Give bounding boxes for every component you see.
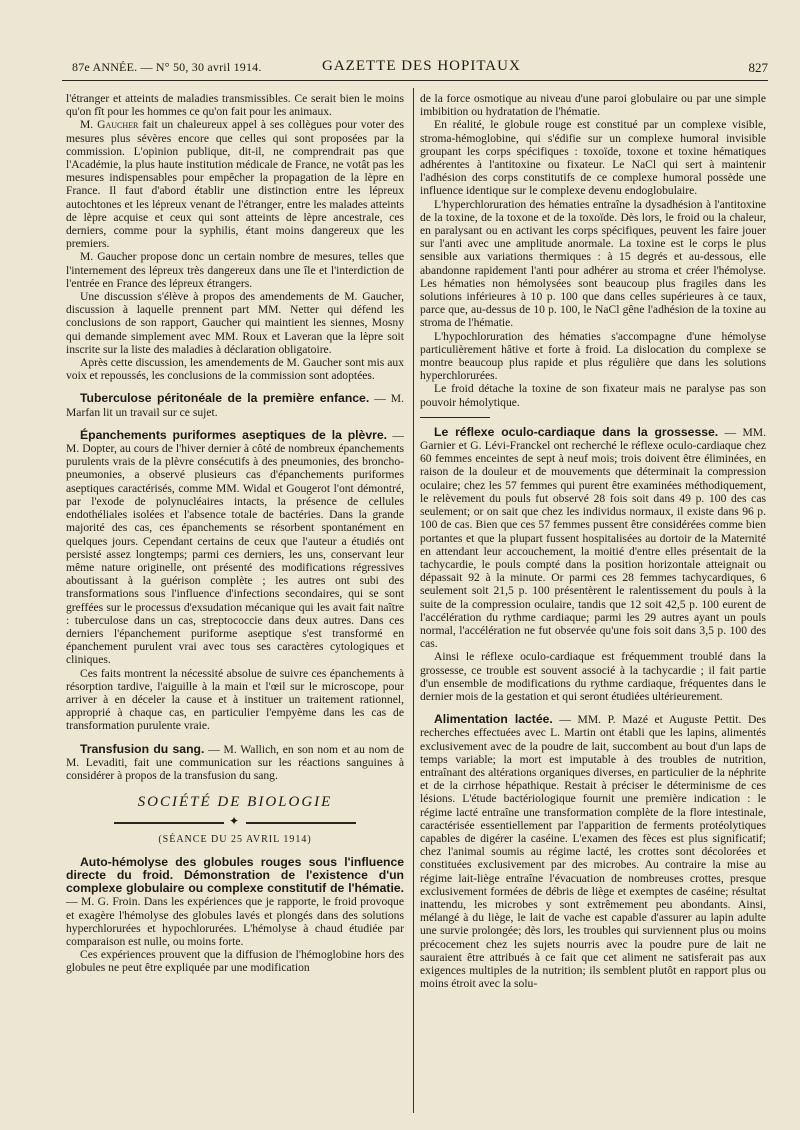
paragraph: En réalité, le globule rouge est constitué par un complexe visible, stroma-hémoglobine, qui s'édifie sur un complexe humoral invisible groupant les corps spécifiques : toxoïde, toxone et toxine hématiques adhérentes à l'antitoxine ou fixateur. Le NaCl qui sert à maintenir l'adhésion des corps constitutifs de ce complexe humoral possède une influence identique sur le complexe devenu endoglobulaire.: [420, 118, 766, 198]
header-rule: [62, 80, 768, 81]
article-tuberculose: Tuberculose péritonéale de la première enfance. — M. Marfan lit un travail sur ce sujet.: [66, 391, 404, 419]
section-rule: [420, 417, 490, 418]
article-transfusion: Transfusion du sang. — M. Wallich, en son nom et au nom de M. Levaditi, fait une communication sur les réactions sanguines à considérer à propos de la transfusion du sang.: [66, 741, 404, 782]
section-heading: Le réflexe oculo-cardiaque dans la grossesse.: [434, 424, 719, 439]
society-title: SOCIÉTÉ DE BIOLOGIE: [137, 794, 333, 811]
paragraph: Ces faits montrent la nécessité absolue de suivre ces épanchements à résorption tardive, l'aiguille à la main et l'œil sur le microscope, pour arriver à en déceler la cause et à instituer un traitement rationnel, approprié à chaque cas, en particulier l'empyème dans les cas de transformation purulente vraie.: [66, 666, 404, 733]
section-heading: Tuberculose péritonéale de la première enfance.: [80, 391, 370, 406]
paragraph: Ces expériences prouvent que la diffusion de l'hémoglobine hors des globules ne peut être expliquée par une modification: [66, 948, 404, 975]
paragraph: de la force osmotique au niveau d'une paroi globulaire ou par une simple imbibition ou hydratation de l'hématie.: [420, 92, 766, 119]
paragraph: M. Gaucher fait un chaleureux appel à ses collègues pour voter des mesures plus sévères encore que celles qui sont proposées par la commission. L'opinion publique, dit-il, ne comprendrait pas que l'Académie, la plus haute institution médicale de France, ne votât pas les mesures indispensables pour empêcher la propagation de la lèpre en France. Il faut d'abord établir une distinction entre les lépreux autochtones et les lépreux venant de l'étranger, entre les malades atteints de lèpre acquise et ceux qui sont atteints de lèpre ancestrale, ces derniers, comme pour la syphilis, étant moins dangereux que les premiers.: [66, 118, 404, 251]
author-name: M. Gaucher: [80, 118, 139, 132]
paragraph: l'étranger et atteints de maladies transmissibles. Ce serait bien le moins qu'on fît pour les hommes ce qu'on fait pour les animaux.: [66, 92, 404, 119]
right-column: [420, 92, 766, 990]
article-epanchements: Épanchements puriformes aseptiques de la plèvre. — M. Dopter, au cours de l'hiver dernier à côté de nombreux épanchements purulents vrais de la plèvre consécutifs à des pneumonies, des broncho-pneumonies, a observé plusieurs cas d'épanchements puriformes aseptiques caractérisés, comme MM. Widal et Gougerot l'ont démontré, par l'exode de polynucléaires intacts, la présence de cellules endothéliales isolées et l'absence totale de bactéries. Dans la grande majorité des cas, ces épanchements se résorbent spontanément en quelques jours. Cependant certains de ceux que l'auteur a étudiés ont persisté assez longtemps; parmi ces derniers, les uns, conservant leur même nature originelle, ont présenté des modifications régressives aboutissant à la guérison complète ; les autres ont subi des transformations sous l'influence d'infections secondaires, qui se sont greffées sur le processus d'exsudation mécanique qui les avait fait naître : tuberculose dans un cas, streptococcie dans deux autres. Dans ces derniers l'épanchement puriforme aseptique s'est transformé en épanchement purulent vrai avec tous ses caractères cytologiques et cliniques.: [66, 427, 404, 667]
article-alimentation: Alimentation lactée. — MM. P. Mazé et Auguste Pettit. Des recherches effectuées avec L. Martin ont établi que les lapins, alimentés exclusivement avec de la poudre de lait, succombent au bout d'un laps de temps variable; la mort est imputable à des troubles de nutrition, entraînant des altérations organiques diverses, en particulier de la néphrite et de la cirrhose hépathique. Restait à préciser le déterminisme de ces lésions. L'étude bactériologique fournit une première indication : le régime lacté entraîne une transformation complète de la flore intestinale, caractérisée essentiellement par l'apparition de ferments protéolytiques capables de digérer la caséine. L'examen des fèces est plus significatif; chez l'animal soumis au régime lacté, les crottes sont décolorées et constituées exclusivement par des microbes. Au contraire la mise au régime lait-liège entraîne l'évacuation de nombreuses crottes, presque exclusivement formées de débris de liège et exemptes de caséine; résultat inattendu, les microbes y sont extrêmement peu abondants. Ainsi, mélangé à du liège, le lait de vache est capable d'assurer au lapin adulte une survie prolongée; dès lors, les troubles qui surviennent plus ou moins précocement chez les sujets nourris avec la poudre pure de lait ne sauraient être attribués à ce fait que cet aliment ne satisferait pas aux exigences multiples de la nutrition; ils semblent plutôt en rapport plus ou moins étroit avec la solu-: [420, 712, 766, 991]
session-date: (SÉANCE DU 25 AVRIL 1914): [158, 833, 312, 845]
paragraph: Ainsi le réflexe oculo-cardiaque est fréquemment troublé dans la grossesse, ce trouble est souvent associé à la tachycardie ; il fait partie d'un ensemble de modifications du rythme cardiaque, fréquentes dans le dernier mois de la gestation et qui seront étudiées ultérieurement.: [420, 650, 766, 703]
left-column: [66, 92, 404, 975]
column-divider: [413, 88, 414, 1113]
section-heading: Transfusion du sang.: [80, 741, 205, 756]
article-reflexe: Le réflexe oculo-cardiaque dans la grossesse. — MM. Garnier et G. Lévi-Franckel ont recherché le réflexe oculo-cardiaque chez 60 femmes enceintes de sept à neuf mois; trois doivent être éliminées, en raison de la douleur et de mouvements que déterminait la compression oculaire; chez les 57 femmes qui purent être examinées méthodiquement, le relèvement du pouls fut observé 28 fois soit dans 49 p. 100 des cas seulement; or on sait que chez les individus normaux, il existe dans 96 p. 100 de cas. Bien que ces 57 femmes pussent être considérées comme bien portantes et que la plupart fussent hospitalisées au dortoir de la Maternité en attendant leur accouchement, la moitié d'entre elles présentait de la tachycardie, le pouls compté dans la position horizontale atteignait ou dépassait 92 à la minute. Or parmi ces 28 femmes tachycardiques, 6 seulement soit 21,5 p. 100 présentèrent le ralentissement du pouls à la suite de la compression oculaire, tandis que 12 soit 42,5 p. 100 eurent de l'accélération du rythme cardiaque; parmi les 29 autres ayant un pouls normal, l'accélération ne fut observée qu'une fois soit dans 3,5 p. 100 des cas.: [420, 424, 766, 651]
section-heading: Auto-hémolyse des globules rouges sous l'influence directe du froid. Démonstration de l'existence d'un complexe globulaire ou complexe constitutif de l'hématie.: [66, 854, 404, 896]
journal-title: GAZETTE DES HOPITAUX: [322, 58, 521, 74]
paragraph: Une discussion s'élève à propos des amendements de M. Gaucher, discussion à laquelle prennent part MM. Netter qui défend les conclusions de son rapport, Gaucher qui maintient les siennes, Mosny qui demande simplement avec MM. Roux et Laveran que la lèpre soit inscrite sur la liste des maladies à déclaration obligatoire.: [66, 290, 404, 356]
page-header: [62, 46, 768, 82]
paragraph: Le froid détache la toxine de son fixateur mais ne paralyse pas son pouvoir hémolytique.: [420, 382, 766, 409]
paragraph: M. Gaucher propose donc un certain nombre de mesures, telles que l'internement des lépreux très dangereux dans une île et l'interdiction de l'entrée en France des lépreux étrangers.: [66, 250, 404, 290]
issue-info: 87e ANNÉE. — N° 50, 30 avril 1914.: [72, 60, 262, 74]
section-heading: Alimentation lactée.: [434, 712, 553, 727]
paragraph: Après cette discussion, les amendements de M. Gaucher sont mis aux voix et repoussés, les conclusions de la commission sont adoptées.: [66, 356, 404, 383]
paragraph: L'hyperchloruration des hématies entraîne la dysadhésion à l'antitoxine de la toxine, de la toxone et de la toxoïde. Dès lors, le froid ou la chaleur, en paralysant ou en activant les corps spécifiques, peuvent les faire jouer sur l'anti avec une amplitude anormale. La toxine est le corps le plus sensible aux variations thermiques : à 15 degrés et au-dessous, elle abandonne rapidement l'anti pour adhérer au stroma et créer l'hémolyse. Les hématies non hémolysées sont beaucoup plus fragiles dans les solutions inférieures à 10 p. 100 que dans celles supérieures à ce taux, parce que, au-dessus de 10 p. 100, le NaCl gêne l'adhésion de la toxine au stroma de l'hématie.: [420, 197, 766, 330]
section-heading: Épanchements puriformes aseptiques de la plèvre.: [80, 427, 388, 442]
page-number: 827: [748, 60, 768, 75]
paragraph: L'hypochloruration des hématies s'accompagne d'une hémolyse particulièrement hâtive et forte à froid. La dislocation du complexe se montre beaucoup plus rapide et plus régulière que dans les solutions hyperchlorurées.: [420, 329, 766, 383]
ornament-rule: ✦: [66, 815, 404, 828]
article-auto-hemolyse: Auto-hémolyse des globules rouges sous l'influence directe du froid. Démonstration de l'existence d'un complexe globulaire ou complexe constitutif de l'hématie. — M. G. Froin. Dans les expériences que je rapporte, le froid provoque et exagère l'hémolyse des globules lavés et plongés dans des solutions hyperchlorurées et hypochlorurées. L'hémolyse à chaud étudiée par comparaison est nulle, ou moins forte.: [66, 854, 404, 948]
